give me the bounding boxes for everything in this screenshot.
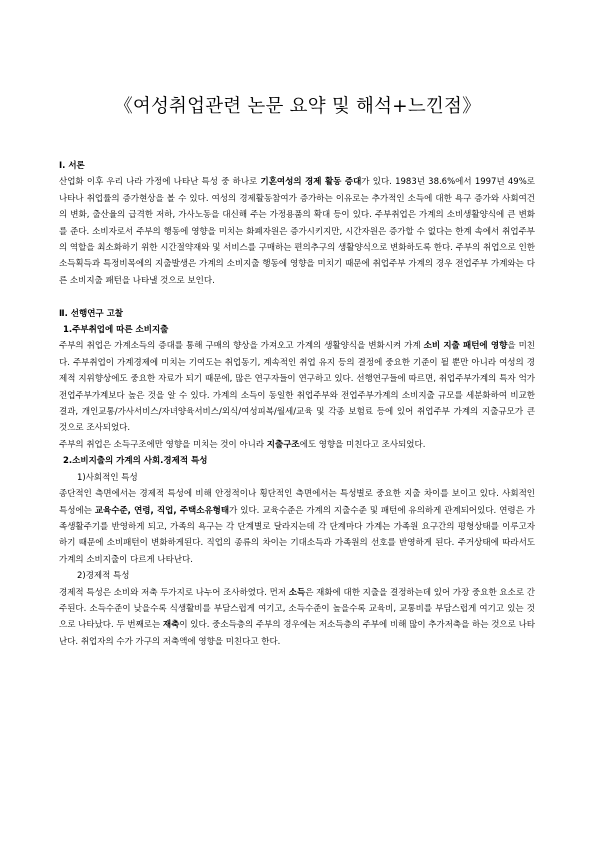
emphasis-text: 지출구조 [266, 439, 300, 450]
text-run: 을 미친다. 주부취업이 가계경제에 미치는 기여도는 취업동기, 계속적인 취업 유지 등의 결정에 중요한 기준이 될 뿐만 아니라 여성의 경제적 지위향상에도 중요한 자료가 되기 때문에, 많은 연구자들이 연구하고 있다. 선행연구들에 따르면, 취업주부가계의 특자 억가 전업주부가계보다 높은 것을 알 수 있다. 가계의 소득이 동일한 취업주부와 전업주부가계의 소비지출 규모를 세분화하여 비교한 결과, 개인교통/가사서비스/자녀양육서비스/외식/여성피복/월세/교육 및 각종 보험료 등에 있어 취업주부 가계의 지출규모가 큰 것으로 조사되었다. [59, 341, 535, 434]
emphasis-text: 소비 지출 패턴에 영향 [423, 341, 508, 352]
text-run: 경제적 특성은 소비와 저축 두가지로 나누어 조사하였다. 먼저 [59, 587, 289, 598]
emphasis-text: 기혼여성의 경제 활동 증대 [260, 177, 362, 188]
subsection-heading-consumption: 1.주부취업에 따른 소비지출 [63, 325, 169, 336]
text-run: 가 있다. 1983년 38.6%에서 1997년 49%로 나타나 취업률의 증가현상을 볼 수 있다. 여성의 경제활동참여가 증가하는 이유로는 추가적인 소득에 대한 욕구 증가와 사회여건의 변화, 출산율의 급격한 저하, 가사노동을 대신해 주는 가정용품의 확대 등이 있다. 주부취업은 가계의 소비생활양식에 큰 변화를 준다. 소비자로서 주부의 행동에 영향을 미치는 화폐자원은 증가시키지만, 시간자원은 증가할 수 없다는 한계 속에서 취업주부의 역할을 최소화하기 위한 시간절약재와 및 서비스를 구매하는 편의추구의 생활양식으로 변화하도록 한다. 주부의 취업으로 인한 소득획득과 특정비목에의 지출발생은 가계의 소비지출 행동에 영향을 미치기 때문에 취업주부 가계의 경우 전업주부 가계와는 다른 소비지출 패턴을 나타낼 것으로 보인다. [59, 177, 535, 286]
text-run: 은 재화에 대한 지출을 결정하는데 있어 가장 중요한 요소로 간주된다. 소득수준이 낮을수록 식생활비를 부담스럽게 여기고, 소득수준이 높을수록 교육비, 교통비를 부담스럽게 여기고 있는 것으로 나타났다. 두 번째로는 [59, 587, 535, 631]
emphasis-text: 재축 [162, 620, 180, 631]
document-body [59, 158, 535, 650]
subheading-economic-characteristics: 2)경제적 특성 [77, 571, 130, 582]
spacer [59, 289, 535, 305]
social-characteristics-paragraph [59, 486, 535, 568]
text-run: 산업화 이후 우리 나라 가정에 나타난 특성 중 하나로 [59, 177, 261, 188]
consumption-paragraph [59, 338, 535, 436]
text-run: 종단적인 측면에서는 경제적 특성에 비해 안정적이나 횡단적인 측면에서는 특성별로 중요한 지출 차이를 보이고 있다. 사회적인 특성에는 [59, 489, 535, 516]
section-heading-introduction: Ⅰ. 서론 [59, 161, 85, 171]
text-run: 주부의 취업은 가계소득의 증대를 통해 구매의 향상을 가져오고 가계의 생활양식을 변화시켜 가계 [59, 341, 424, 352]
economic-characteristics-paragraph [59, 585, 535, 651]
emphasis-text: 소득 [288, 587, 306, 598]
introduction-paragraph [59, 174, 535, 289]
subheading-social-characteristics: 1)사회적인 특성 [77, 472, 138, 483]
text-run: 주부의 취업은 소득구조에만 영향을 미치는 것이 아니라 [59, 439, 267, 450]
expenditure-structure-paragraph [59, 437, 535, 453]
text-run: 가 있다. 교육수준은 가계의 지출수준 및 패턴에 유의하게 관계되어있다. 연령은 가족생활주기를 반영하게 되고, 가족의 욕구는 각 단계별로 달라지는데 각 단계마다 가계는 가족원 요구간의 평형상태를 이루고자 하기 때문에 소비패턴이 변화하게된다. 직업의 종류의 차이는 기대소득과 가족원의 선호를 반영하게 된다. 주거상태에 따라서도 가계의 소비지출이 다르게 나타난다. [59, 505, 536, 565]
emphasis-text: 교육수준, 연령, 직업, 주택소유형태 [94, 505, 230, 516]
text-run: 에도 영향을 미친다고 조사되었다. [299, 439, 426, 450]
document-title: 《여성취업관련 논문 요약 및 해석+느낀점》 [114, 96, 481, 117]
text-run: 이 있다. 중소득층의 주부의 경우에는 저소득층의 주부에 비해 많이 추가저축을 하는 것으로 나타난다. 취업자의 수가 가구의 저축액에 영향을 미친다고 한다. [59, 620, 535, 647]
section-heading-literature-review: Ⅱ. 선행연구 고찰 [59, 308, 124, 319]
subsection-heading-household-characteristics: 2.소비지출의 가계의 사회.경제적 특성 [63, 456, 208, 467]
